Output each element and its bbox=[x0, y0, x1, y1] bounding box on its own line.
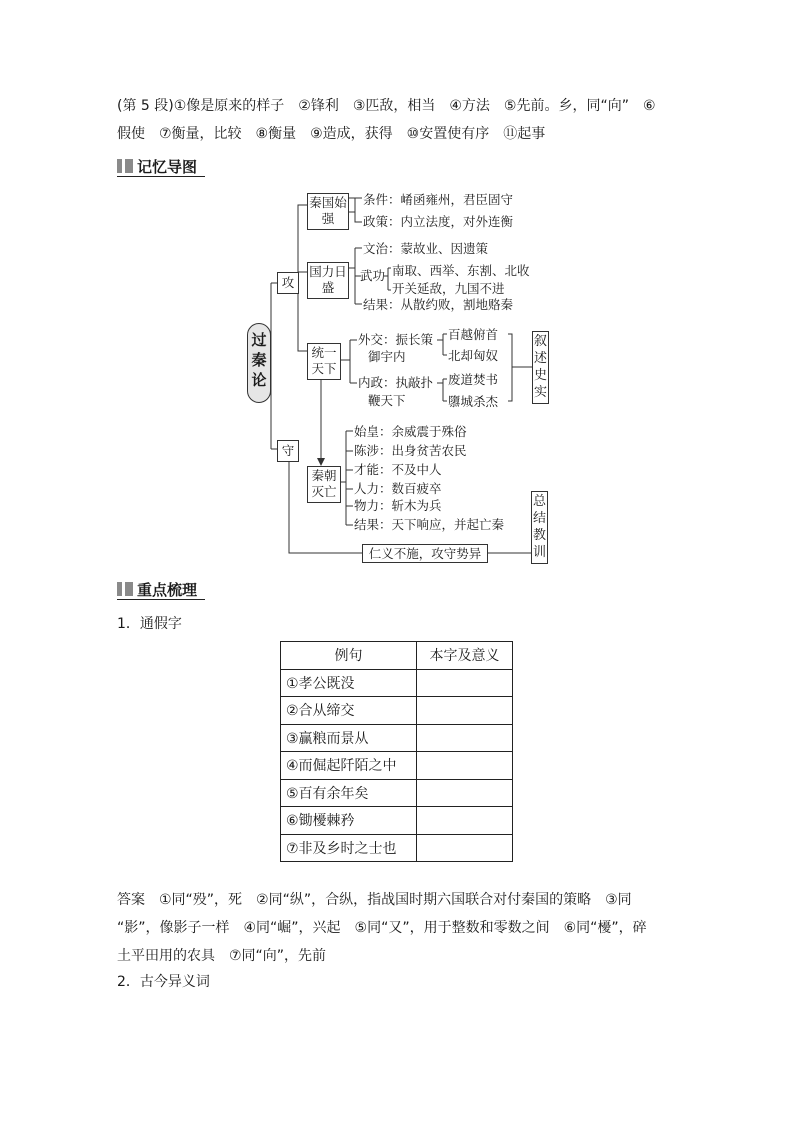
node-renyi: 仁义不施，攻守势异 bbox=[362, 544, 488, 563]
table-row bbox=[281, 724, 513, 752]
text-waijiao-1: 百越俯首 bbox=[448, 327, 499, 342]
example-cell: ②合从缔交 bbox=[281, 697, 417, 725]
header-meaning: 本字及意义 bbox=[417, 642, 513, 670]
item-heading-2: 2．古今异义词 bbox=[117, 974, 210, 990]
meaning-cell bbox=[417, 834, 513, 862]
section-heading-key-points bbox=[117, 580, 207, 600]
label-neizheng: 内政：执敲扑 bbox=[358, 375, 434, 390]
node-qinguo: 秦国始强 bbox=[307, 193, 349, 230]
answer-line-1: 答案 ①同“殁”，死 ②同“纵”，合纵，指战国时期六国联合对付秦国的策略 ③同 bbox=[117, 892, 632, 908]
section-title: 重点梳理 bbox=[137, 581, 198, 599]
node-guoli: 国力日盛 bbox=[307, 262, 349, 299]
heading-marker-icon bbox=[117, 159, 133, 173]
meaning-cell bbox=[417, 697, 513, 725]
root-node: 过秦论 bbox=[247, 323, 271, 403]
text-shihuang: 始皇：余威震于殊俗 bbox=[354, 424, 467, 439]
gloss-line-2: 假使 ⑦衡量，比较 ⑧衡量 ⑨造成，获得 ⑩安置使有序 ⑪起事 bbox=[117, 126, 546, 142]
table-row bbox=[281, 779, 513, 807]
answer-line-2: “影”，像影子一样 ④同“崛”，兴起 ⑤同“又”，用于整数和零数之间 ⑥同“櫌”，碎 bbox=[117, 920, 647, 936]
node-gong: 攻 bbox=[277, 272, 299, 294]
example-cell: ③赢粮而景从 bbox=[281, 724, 417, 752]
heading-marker-icon bbox=[117, 582, 133, 596]
header-example: 例句 bbox=[281, 642, 417, 670]
text-neizheng-2: 隳城杀杰 bbox=[448, 394, 499, 409]
meaning-cell bbox=[417, 752, 513, 780]
text-neizheng-1: 废道焚书 bbox=[448, 372, 499, 387]
node-shou: 守 bbox=[277, 440, 299, 462]
meaning-cell bbox=[417, 669, 513, 697]
text-wenzhi: 文治：蒙故业、因遗策 bbox=[363, 241, 489, 256]
text-renli: 人力：数百疲卒 bbox=[354, 481, 442, 496]
text-zhengce: 政策：内立法度，对外连衡 bbox=[363, 214, 514, 229]
meaning-cell bbox=[417, 807, 513, 835]
node-xushu: 叙述史实 bbox=[532, 331, 549, 404]
text-wugong-2: 开关延敌，九国不进 bbox=[392, 281, 505, 296]
section-title: 记忆导图 bbox=[137, 158, 198, 176]
text-chensheng: 陈涉：出身贫苦农民 bbox=[354, 443, 467, 458]
answer-line-3: 土平田用的农具 ⑦同“向”，先前 bbox=[117, 948, 327, 964]
text-caineng: 才能：不及中人 bbox=[354, 462, 442, 477]
tongjiazi-table bbox=[280, 641, 513, 862]
label-waijiao-2: 御宇内 bbox=[368, 349, 406, 364]
example-cell: ⑦非及乡时之士也 bbox=[281, 834, 417, 862]
text-wuli: 物力：斩木为兵 bbox=[354, 498, 442, 513]
item-heading-1: 1．通假字 bbox=[117, 616, 182, 632]
table-row bbox=[281, 669, 513, 697]
example-cell: ⑥锄櫌棘矜 bbox=[281, 807, 417, 835]
text-waijiao-2: 北却匈奴 bbox=[448, 348, 499, 363]
table-row bbox=[281, 752, 513, 780]
label-waijiao: 外交：振长策 bbox=[358, 332, 434, 347]
example-cell: ①孝公既没 bbox=[281, 669, 417, 697]
gloss-line-1: (第 5 段)①像是原来的样子 ②锋利 ③匹敌，相当 ④方法 ⑤先前。乡，同“向” ⑥ bbox=[117, 98, 656, 114]
table-row bbox=[281, 697, 513, 725]
label-neizheng-2: 鞭天下 bbox=[368, 393, 406, 408]
table-row bbox=[281, 807, 513, 835]
table-header-row bbox=[281, 642, 513, 670]
node-tongyi: 统一天下 bbox=[307, 343, 341, 380]
text-tiaojian: 条件：崤函雍州，君臣固守 bbox=[363, 192, 514, 207]
example-cell: ⑤百有余年矣 bbox=[281, 779, 417, 807]
meaning-cell bbox=[417, 779, 513, 807]
text-jieguo-1: 结果：从散约败，割地赂秦 bbox=[363, 297, 514, 312]
node-zongjie: 总结教训 bbox=[531, 491, 548, 564]
node-qinchao: 秦朝灭亡 bbox=[307, 466, 341, 503]
text-wugong-1: 南取、西举、东割、北收 bbox=[392, 263, 530, 278]
example-cell: ④而倔起阡陌之中 bbox=[281, 752, 417, 780]
section-heading-mindmap bbox=[117, 157, 207, 177]
text-jieguo-2: 结果：天下响应，并起亡秦 bbox=[354, 517, 505, 532]
table-row bbox=[281, 834, 513, 862]
meaning-cell bbox=[417, 724, 513, 752]
label-wugong: 武功 bbox=[360, 268, 386, 283]
